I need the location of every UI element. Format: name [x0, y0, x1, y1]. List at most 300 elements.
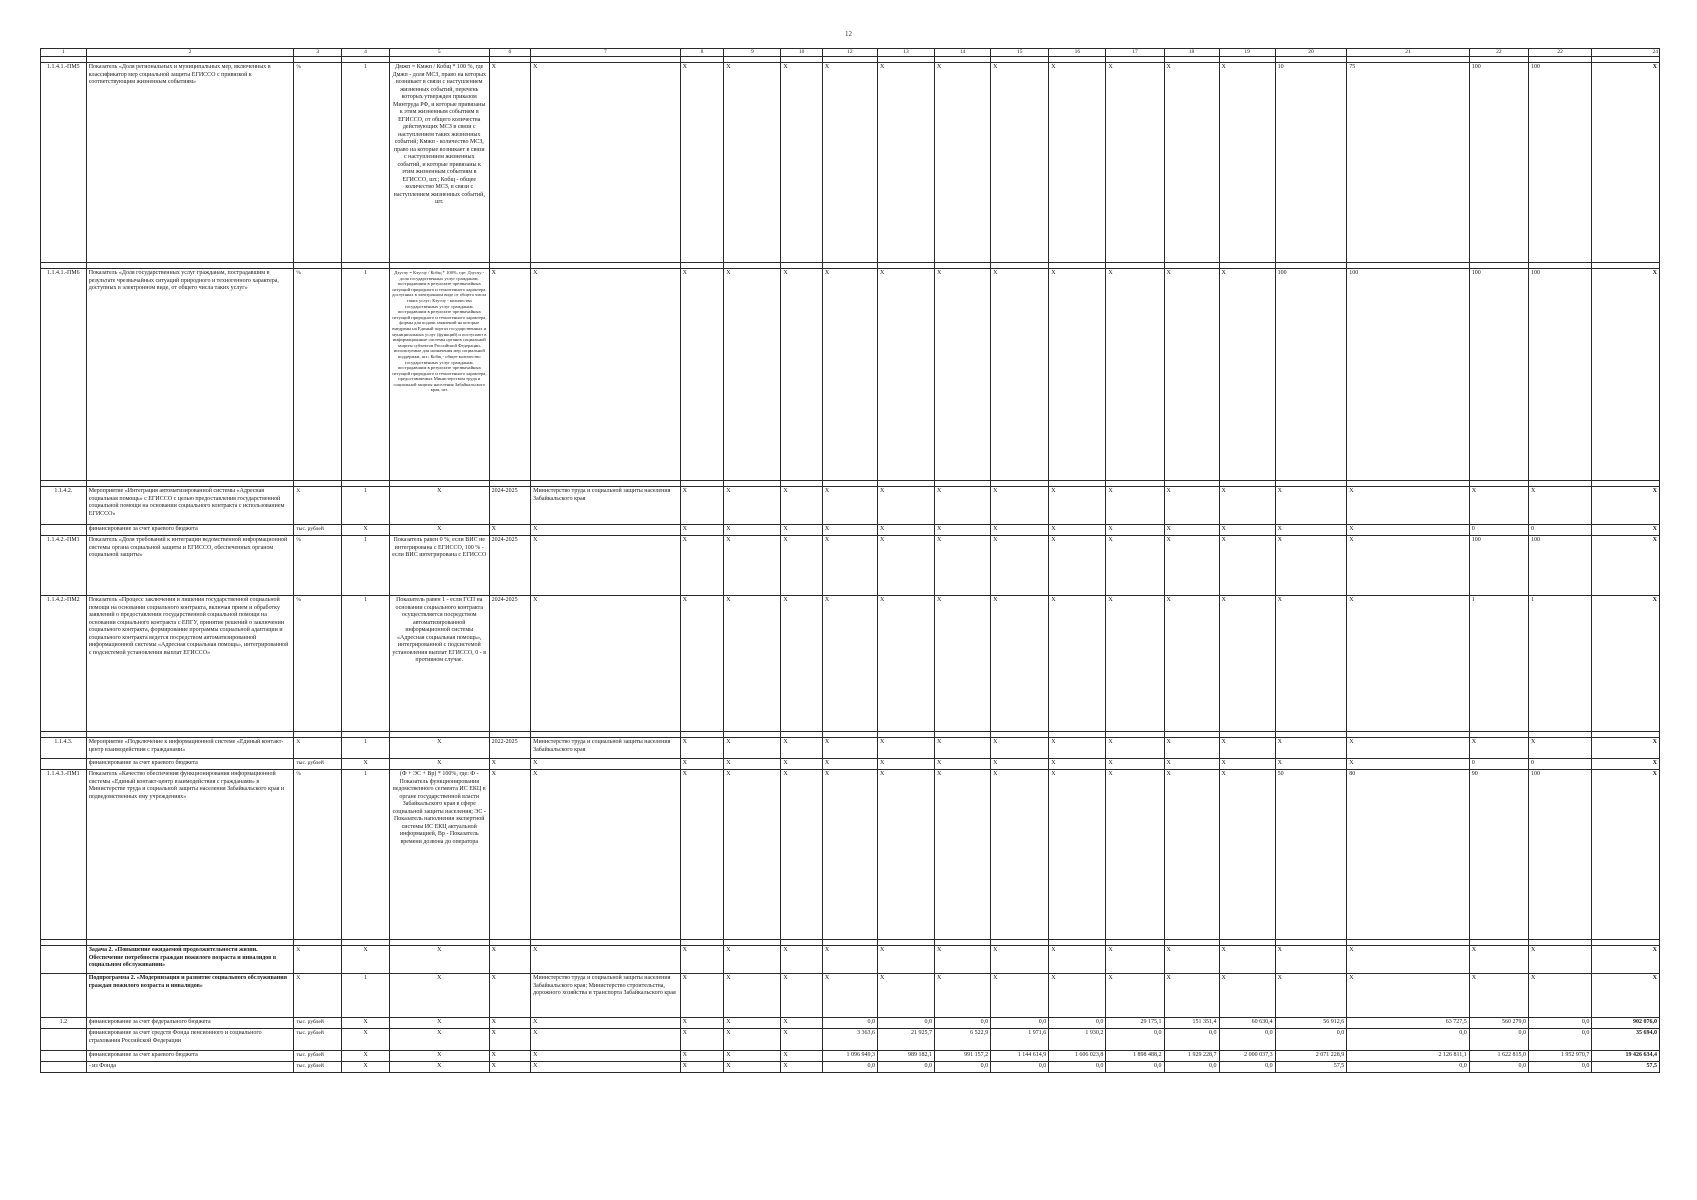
table-cell [41, 1029, 87, 1051]
table-cell: X [935, 487, 991, 525]
table-cell: (Ф + ЭС + Вр) * 100%, где: Ф - Показатель функционирования ведомственного сегмента ИС ЕКЦ в органе государственной власти Забайкальского края в сфере социальной защиты населения; ЭС - Показатель наполнения экспертной системы ИС ЕКЦ актуальной информацией, Вр - Показатель времени дозвона до оператора [389, 770, 489, 940]
table-cell: % [294, 269, 342, 481]
table-cell: X [781, 1062, 823, 1073]
table-cell: финансирование за счет краевого бюджета [86, 525, 294, 536]
table-cell: 80 [1347, 770, 1470, 940]
table-cell: X [991, 63, 1049, 263]
table-cell: финансирование за счет краевого бюджета [86, 759, 294, 770]
table-cell: 100 [1528, 536, 1591, 596]
table-cell: 1 952 970,7 [1528, 1051, 1591, 1062]
table-cell: X [1219, 738, 1275, 759]
table-cell: X [724, 1051, 781, 1062]
table-cell: 1 [342, 770, 390, 940]
table-cell: X [680, 487, 724, 525]
table-cell: X [1528, 487, 1591, 525]
table-cell: X [489, 1029, 531, 1051]
table-cell: X [531, 536, 681, 596]
table-cell: X [1106, 487, 1164, 525]
column-number: 3 [294, 49, 342, 57]
table-cell: X [680, 1018, 724, 1029]
table-cell: X [935, 946, 991, 974]
table-row [41, 974, 1660, 1018]
table-cell: 991 157,2 [935, 1051, 991, 1062]
table-cell: X [1469, 738, 1528, 759]
table-cell: X [1347, 946, 1470, 974]
table-cell: 0 [1469, 525, 1528, 536]
table-row [41, 1029, 1660, 1051]
table-cell: X [1164, 759, 1219, 770]
table-cell: X [531, 525, 681, 536]
table-cell: 1.1.4.2.-ПМ1 [41, 536, 87, 596]
table-cell: X [822, 974, 877, 1018]
table-cell: X [822, 525, 877, 536]
table-cell: X [1049, 770, 1106, 940]
table-cell: 0,0 [1049, 1062, 1106, 1073]
table-cell: Показатель равен 0 %, если ВИС не интегрирована с ЕГИССО, 100 % - если ВИС интегрирована с ЕГИССО [389, 536, 489, 596]
table-cell: 560 279,0 [1469, 1018, 1528, 1029]
column-number: 22 [1528, 49, 1591, 57]
table-cell: X [877, 974, 934, 1018]
table-cell [41, 759, 87, 770]
table-cell: X [991, 738, 1049, 759]
table-cell: X [389, 525, 489, 536]
table-cell: 100 [1528, 63, 1591, 263]
table-cell: X [1106, 525, 1164, 536]
table-cell: % [294, 63, 342, 263]
table-cell: тыс. рублей [294, 1029, 342, 1051]
table-cell: 1 898 488,2 [1106, 1051, 1164, 1062]
table-cell: 0,0 [822, 1062, 877, 1073]
table-cell: X [531, 1029, 681, 1051]
table-cell: X [1164, 487, 1219, 525]
column-number: 9 [724, 49, 781, 57]
table-cell: X [877, 63, 934, 263]
table-cell: 0,0 [877, 1062, 934, 1073]
table-cell: 0,0 [935, 1018, 991, 1029]
column-number: 13 [877, 49, 934, 57]
table-cell: 0,0 [1347, 1029, 1470, 1051]
table-cell: X [991, 487, 1049, 525]
column-number: 4 [342, 49, 390, 57]
table-cell: X [1106, 974, 1164, 1018]
table-cell: X [877, 269, 934, 481]
table-cell: X [1164, 536, 1219, 596]
table-cell: 0,0 [1469, 1029, 1528, 1051]
table-cell: X [1275, 946, 1347, 974]
table-cell: 60 630,4 [1219, 1018, 1275, 1029]
table-cell: X [822, 946, 877, 974]
table-cell: X [1106, 63, 1164, 263]
table-cell: X [1592, 269, 1660, 481]
table-cell: 0,0 [1106, 1029, 1164, 1051]
table-cell: Дэусчу = Кэусчу / Кобщ * 100%, где: Дэусчу - доля государственных услуг гражданам, пострадавшим в результате чрезвычайных ситуаций природного и техногенного характера, доступных в электронном виде от общего числа таких услуг; Кэусчу - количество государственных услуг гражданам, пострадавшим в результате чрезвычайных ситуаций природного и техногенного характера, формы для подачи заявлений на которые внедрены на Единый портал государственных и муниципальных услуг (функций) и поступают в информационные системы органов социальной защиты субъектов Российской Федерации, используемые для назначения мер социальной поддержки, шт.; Кобщ - общее количество государственных услуг гражданам, пострадавшим в результате чрезвычайных ситуаций природного и техногенного характера, предоставляемых Министерством труда и социальной защиты населения Забайкальского края, шт. [389, 269, 489, 481]
table-cell: 0,0 [1219, 1029, 1275, 1051]
table-row [41, 1062, 1660, 1073]
table-cell: X [822, 269, 877, 481]
table-cell: X [935, 596, 991, 732]
table-cell: X [1164, 269, 1219, 481]
table-cell: X [489, 974, 531, 1018]
table-cell: X [781, 1029, 823, 1051]
table-cell: X [724, 759, 781, 770]
table-cell: X [389, 487, 489, 525]
table-cell: X [724, 487, 781, 525]
table-row [41, 536, 1660, 596]
table-cell: X [877, 738, 934, 759]
table-cell: 1 971,6 [991, 1029, 1049, 1051]
table-cell: 2024-2025 [489, 596, 531, 732]
table-cell: 2024-2025 [489, 487, 531, 525]
table-cell: 2 071 228,9 [1275, 1051, 1347, 1062]
table-cell: X [1049, 525, 1106, 536]
table-cell: X [531, 63, 681, 263]
table-cell: X [724, 63, 781, 263]
table-cell: тыс. рублей [294, 1018, 342, 1029]
table-cell: X [680, 946, 724, 974]
table-cell: X [294, 738, 342, 759]
table-cell: X [1347, 738, 1470, 759]
table-cell: 1 144 614,9 [991, 1051, 1049, 1062]
table-cell: Показатель «Процесс заключения и лишения государственной социальной помощи на основании социального контракта, включая прием и обработку заявлений о предоставлении государственной социальной помощи на основании социального контракта с ЕПГУ, принятие решений о заключении социального контракта, формирование программы социальной адаптации и социального контракта ведется посредством автоматизированной информационной системы «Адресная социальная помощь», интегрированной с подсистемой установления выплат ЕГИССО» [86, 596, 294, 732]
table-cell: 1.1.4.3. [41, 738, 87, 759]
table-cell: тыс. рублей [294, 1062, 342, 1073]
table-cell: - из Фонда [86, 1062, 294, 1073]
table-cell: X [781, 770, 823, 940]
table-cell: 151 351,4 [1164, 1018, 1219, 1029]
table-cell: 0,0 [1528, 1062, 1591, 1073]
table-cell: финансирование за счет федерального бюджета [86, 1018, 294, 1029]
table-cell: X [724, 269, 781, 481]
table-cell: X [294, 974, 342, 1018]
table-cell: X [935, 525, 991, 536]
table-cell: X [1592, 759, 1660, 770]
table-cell: X [489, 63, 531, 263]
column-number: 24 [1592, 49, 1660, 57]
table-cell: 1 [342, 269, 390, 481]
table-cell: 29 175,1 [1106, 1018, 1164, 1029]
column-number: 14 [935, 49, 991, 57]
table-cell: X [1219, 596, 1275, 732]
table-cell: X [1592, 487, 1660, 525]
table-cell: 57,5 [1275, 1062, 1347, 1073]
table-cell: X [680, 536, 724, 596]
table-cell: % [294, 596, 342, 732]
table-cell: 0,0 [1528, 1029, 1591, 1051]
table-cell: X [991, 974, 1049, 1018]
table-cell: X [877, 946, 934, 974]
table-cell: X [680, 1029, 724, 1051]
table-cell: 1 [342, 738, 390, 759]
table-cell: X [877, 525, 934, 536]
table-cell: финансирование за счет средств Фонда пенсионного и социального страхования Российской Федерации [86, 1029, 294, 1051]
table-cell: тыс. рублей [294, 1051, 342, 1062]
table-cell: 0,0 [991, 1018, 1049, 1029]
table-cell: 100 [1347, 269, 1470, 481]
table-cell: 0,0 [1049, 1018, 1106, 1029]
table-cell: 0,0 [1219, 1062, 1275, 1073]
table-cell: X [1106, 759, 1164, 770]
table-cell: X [1049, 946, 1106, 974]
table-cell: X [531, 946, 681, 974]
table-cell: X [991, 596, 1049, 732]
table-row [41, 487, 1660, 525]
table-cell: X [1106, 596, 1164, 732]
table-cell: 100 [1528, 770, 1591, 940]
table-cell: 2 000 037,3 [1219, 1051, 1275, 1062]
table-cell: X [781, 946, 823, 974]
table-cell: X [680, 738, 724, 759]
table-cell: X [342, 946, 390, 974]
table-cell: X [389, 946, 489, 974]
table-cell: X [389, 759, 489, 770]
table-cell: X [389, 1062, 489, 1073]
table-cell: X [1592, 63, 1660, 263]
table-cell: X [1219, 536, 1275, 596]
table-cell: 0,0 [877, 1018, 934, 1029]
table-cell: X [1347, 974, 1470, 1018]
table-cell: 100 [1469, 63, 1528, 263]
column-number: 17 [1106, 49, 1164, 57]
table-cell: 0,0 [1347, 1062, 1470, 1073]
table-cell: 1 [342, 487, 390, 525]
table-cell: Показатель «Доля региональных и муниципальных мер, включенных в классификатор мер социальной защиты ЕГИССО с привязкой к соответствующим жизненным событиям» [86, 63, 294, 263]
table-cell: X [1219, 63, 1275, 263]
table-cell: X [781, 63, 823, 263]
table-cell: Показатель «Качество обеспечения функционирования информационной системы «Единый контакт-центр взаимодействия с гражданами» в Министерстве труда и социальной защиты населения Забайкальского края и подведомственных ему учреждениях» [86, 770, 294, 940]
table-cell: 1 [342, 596, 390, 732]
table-cell: 63 727,5 [1347, 1018, 1470, 1029]
table-cell: X [489, 759, 531, 770]
column-number: 2 [86, 49, 294, 57]
table-cell: X [781, 1051, 823, 1062]
table-cell: X [1164, 770, 1219, 940]
table-cell: X [1049, 596, 1106, 732]
table-cell: X [1275, 487, 1347, 525]
table-cell: 2022-2025 [489, 738, 531, 759]
table-cell: 1.1.4.1.-ПМ5 [41, 63, 87, 263]
table-cell: Мероприятие «Интеграция автоматизированной системы «Адресная социальная помощь» с ЕГИССО с целью предоставления государственной социальной помощи на основании социального контракта с использованием ЕГИССО» [86, 487, 294, 525]
table-cell: X [781, 525, 823, 536]
table-cell: X [389, 1029, 489, 1051]
column-number: 15 [991, 49, 1049, 57]
table-cell: X [724, 1062, 781, 1073]
table-cell: X [1049, 269, 1106, 481]
table-cell: X [1469, 974, 1528, 1018]
table-cell: X [1528, 974, 1591, 1018]
table-cell: X [991, 770, 1049, 940]
table-cell: 35 694,0 [1592, 1029, 1660, 1051]
column-number: 18 [1164, 49, 1219, 57]
table-cell: 0,0 [1106, 1062, 1164, 1073]
table-cell: X [1219, 974, 1275, 1018]
table-row [41, 1051, 1660, 1062]
table-cell: X [389, 738, 489, 759]
table-cell: X [1049, 738, 1106, 759]
table-cell: 10 [1275, 63, 1347, 263]
column-number: 10 [781, 49, 823, 57]
table-cell: X [724, 738, 781, 759]
table-cell: X [822, 738, 877, 759]
table-cell: X [1219, 770, 1275, 940]
column-number: 1 [41, 49, 87, 57]
table-row [41, 759, 1660, 770]
table-cell: 90 [1469, 770, 1528, 940]
table-cell: X [877, 759, 934, 770]
table-cell: X [489, 269, 531, 481]
table-cell: X [781, 974, 823, 1018]
table-cell: X [531, 759, 681, 770]
table-cell: X [342, 1029, 390, 1051]
table-cell: 0,0 [822, 1018, 877, 1029]
table-cell: X [822, 63, 877, 263]
table-cell: X [1347, 536, 1470, 596]
program-table [40, 48, 1660, 1073]
table-cell: X [822, 759, 877, 770]
table-cell: X [1592, 525, 1660, 536]
table-cell: Показатель «Доля требований к интеграции ведомственной информационной системы органа социальной защиты и ЕГИССО, обеспеченных органом социальной защиты» [86, 536, 294, 596]
table-cell: X [1347, 759, 1470, 770]
table-cell: X [1275, 596, 1347, 732]
table-cell: Подпрограмма 2. «Модернизация и развитие социального обслуживания граждан пожилого возраста и инвалидов» [86, 974, 294, 1018]
table-cell: X [935, 974, 991, 1018]
table-cell: 57,5 [1592, 1062, 1660, 1073]
table-cell: X [724, 1018, 781, 1029]
table-cell: X [724, 536, 781, 596]
table-cell: X [680, 770, 724, 940]
column-number: 7 [531, 49, 681, 57]
table-cell: X [781, 759, 823, 770]
table-cell: X [1219, 525, 1275, 536]
table-cell: X [531, 770, 681, 940]
table-cell: X [1106, 269, 1164, 481]
table-cell: 6 522,9 [935, 1029, 991, 1051]
column-number: 5 [389, 49, 489, 57]
table-cell: 0 [1528, 759, 1591, 770]
table-cell: Задача 2. «Повышение ожидаемой продолжительности жизни. Обеспечение потребности граждан пожилого возраста и инвалидов в социальном обслуживании» [86, 946, 294, 974]
table-cell: X [1528, 946, 1591, 974]
table-cell: X [342, 759, 390, 770]
table-cell: X [1592, 770, 1660, 940]
table-cell: X [1049, 487, 1106, 525]
table-cell: 0,0 [991, 1062, 1049, 1073]
table-cell: X [489, 1051, 531, 1062]
table-cell: 21 925,7 [877, 1029, 934, 1051]
table-cell: X [935, 269, 991, 481]
table-cell: X [1164, 63, 1219, 263]
table-cell: X [531, 1062, 681, 1073]
table-cell: 1 622 815,0 [1469, 1051, 1528, 1062]
table-cell: X [489, 525, 531, 536]
column-number: 20 [1275, 49, 1347, 57]
table-cell: X [724, 596, 781, 732]
table-cell: 1 930,2 [1049, 1029, 1106, 1051]
table-cell: X [724, 974, 781, 1018]
table-cell: 1.1.4.3.-ПМ1 [41, 770, 87, 940]
table-cell: Дмжп = Кмжп / Кобщ * 100 %, где Дмжп - доля МСЗ, право на которых возникает в связи с наступлением жизненных событий, перечень которых утвержден приказом Минтруда РФ, и которые привязаны к этим жизненным событиям в ЕГИССО, от общего количества действующих МСЗ в связи с наступлением таких жизненных событий; Кмжп - количество МСЗ, право на которые возникает в связи с наступлением жизненных событий, и которые привязаны к этим жизненным событиям в ЕГИССО, шт.; Кобщ - общее количество МСЗ, в связи с наступлением жизненных событий, шт. [389, 63, 489, 263]
table-cell: X [680, 974, 724, 1018]
table-row [41, 946, 1660, 974]
table-cell: X [389, 1018, 489, 1029]
table-cell: X [1049, 974, 1106, 1018]
table-cell: X [935, 759, 991, 770]
table-row [41, 269, 1660, 481]
table-cell: X [877, 487, 934, 525]
table-cell: 100 [1469, 536, 1528, 596]
table-cell: X [1049, 536, 1106, 596]
table-row [41, 596, 1660, 732]
table-cell: X [781, 536, 823, 596]
table-row [41, 770, 1660, 940]
table-cell: X [724, 770, 781, 940]
table-cell: X [389, 1051, 489, 1062]
table-cell: X [1106, 536, 1164, 596]
table-cell: X [781, 269, 823, 481]
table-cell: X [1164, 525, 1219, 536]
column-number-row [41, 49, 1660, 57]
table-cell: X [342, 1018, 390, 1029]
table-cell: 0,0 [1164, 1029, 1219, 1051]
table-cell: X [1106, 770, 1164, 940]
table-cell: X [531, 269, 681, 481]
table-cell: Показатель равен 1 - если ГСП на основании социального контракта осуществляется посредством автоматизированной информационной системы «Адресная социальная помощь», интегрированной с подсистемой установления выплат ЕГИССО, 0 - в противном случае. [389, 596, 489, 732]
table-cell: тыс. рублей [294, 759, 342, 770]
table-cell: X [822, 596, 877, 732]
table-cell: % [294, 770, 342, 940]
table-cell: 1.2 [41, 1018, 87, 1029]
table-cell: 100 [1469, 269, 1528, 481]
column-number: 16 [1049, 49, 1106, 57]
table-cell: 1 [342, 63, 390, 263]
table-cell: X [680, 525, 724, 536]
table-cell: X [781, 738, 823, 759]
table-cell: X [1592, 974, 1660, 1018]
table-cell: X [1275, 525, 1347, 536]
table-cell: X [877, 536, 934, 596]
table-cell: 1.1.4.1.-ПМ6 [41, 269, 87, 481]
table-cell: X [991, 946, 1049, 974]
table-cell: X [991, 269, 1049, 481]
table-cell: 1 [342, 536, 390, 596]
table-cell [41, 1051, 87, 1062]
table-cell: X [991, 759, 1049, 770]
table-cell: X [489, 1018, 531, 1029]
table-cell: X [680, 63, 724, 263]
table-cell: X [1275, 974, 1347, 1018]
table-cell: X [1469, 946, 1528, 974]
table-cell: X [1049, 63, 1106, 263]
table-cell: 1 [1469, 596, 1528, 732]
table-cell: X [991, 525, 1049, 536]
table-cell: X [1592, 946, 1660, 974]
table-cell: X [724, 1029, 781, 1051]
table-cell: X [680, 1051, 724, 1062]
column-number: 21 [1347, 49, 1470, 57]
table-cell: X [389, 974, 489, 1018]
table-cell [41, 946, 87, 974]
table-cell: X [1592, 738, 1660, 759]
table-cell: X [1219, 759, 1275, 770]
table-cell: X [877, 770, 934, 940]
table-cell: X [877, 596, 934, 732]
table-cell: X [1164, 596, 1219, 732]
table-cell: 75 [1347, 63, 1470, 263]
table-row [41, 525, 1660, 536]
table-cell: 1.1.4.2.-ПМ2 [41, 596, 87, 732]
table-cell: X [822, 487, 877, 525]
table-cell: X [1219, 269, 1275, 481]
table-cell: 3 363,6 [822, 1029, 877, 1051]
table-cell [41, 974, 87, 1018]
